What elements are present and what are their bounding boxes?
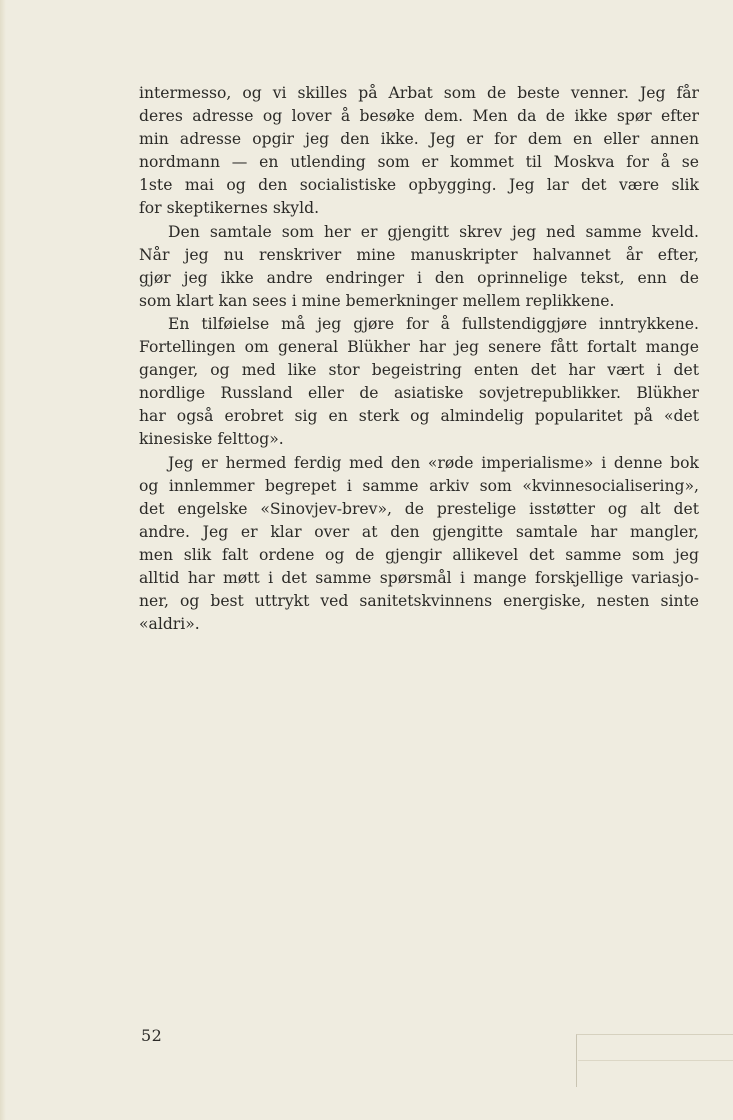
page-number: 52 bbox=[141, 1026, 163, 1045]
text-line: og innlemmer begrepet i samme arkiv som «kvinnesocialisering», bbox=[139, 476, 699, 495]
text-line: Når jeg nu renskriver mine manuskripter halvannet år efter, bbox=[139, 245, 699, 264]
text-line: ganger, og med like stor begeistring enten det har vært i det bbox=[139, 361, 699, 380]
text-line: alltid har møtt i det samme spørsmål i mange forskjellige variasjo- bbox=[139, 568, 699, 587]
text-line: intermesso, og vi skilles på Arbat som de beste venner. Jeg får bbox=[139, 84, 699, 102]
text-line: Den samtale som her er gjengitt skrev jeg ned samme kveld. bbox=[168, 222, 699, 241]
text-line: gjør jeg ikke andre endringer i den oprinnelige tekst, enn de bbox=[139, 268, 699, 287]
text-line: Fortellingen om general Blükher har jeg senere fått fortalt mange bbox=[139, 338, 699, 357]
page-edge-shadow bbox=[0, 0, 6, 1120]
text-line: kinesiske felttog». bbox=[139, 430, 284, 449]
scan-corner-line bbox=[578, 1060, 733, 1061]
paragraph-4 bbox=[139, 452, 699, 637]
text-line: min adresse opgir jeg den ikke. Jeg er for dem en eller annen bbox=[139, 130, 699, 149]
paragraph-1 bbox=[139, 82, 699, 221]
text-line: men slik falt ordene og de gjengir allikevel det samme som jeg bbox=[139, 545, 699, 564]
text-line: det engelske «Sinovjev-brev», de prestelige isstøtter og alt det bbox=[139, 499, 699, 518]
text-line: ner, og best uttrykt ved sanitetskvinnens energiske, nesten sinte bbox=[139, 592, 699, 611]
text-line: for skeptikernes skyld. bbox=[139, 199, 320, 218]
text-line: 1ste mai og den socialistiske opbygging. Jeg lar det være slik bbox=[139, 176, 699, 195]
text-line: som klart kan sees i mine bemerkninger mellem replikkene. bbox=[139, 291, 615, 310]
text-line: deres adresse og lover å besøke dem. Men da de ikke spør efter bbox=[139, 107, 699, 126]
text-line: «aldri». bbox=[139, 615, 200, 634]
text-line: Jeg er hermed ferdig med den «røde imperialisme» i denne bok bbox=[168, 453, 699, 472]
text-line: andre. Jeg er klar over at den gjengitte samtale har mangler, bbox=[139, 522, 699, 541]
paragraph-3 bbox=[139, 313, 699, 452]
paragraph-2 bbox=[139, 221, 699, 313]
text-line: nordmann — en utlending som er kommet til Moskva for å se bbox=[139, 153, 699, 172]
text-line: har også erobret sig en sterk og almindelig popularitet på «det bbox=[139, 407, 699, 426]
text-line: En tilføielse må jeg gjøre for å fullstendiggjøre inntrykkene. bbox=[168, 314, 699, 333]
body-text bbox=[139, 82, 699, 636]
text-line: nordlige Russland eller de asiatiske sovjetrepublikker. Blükher bbox=[139, 384, 699, 403]
